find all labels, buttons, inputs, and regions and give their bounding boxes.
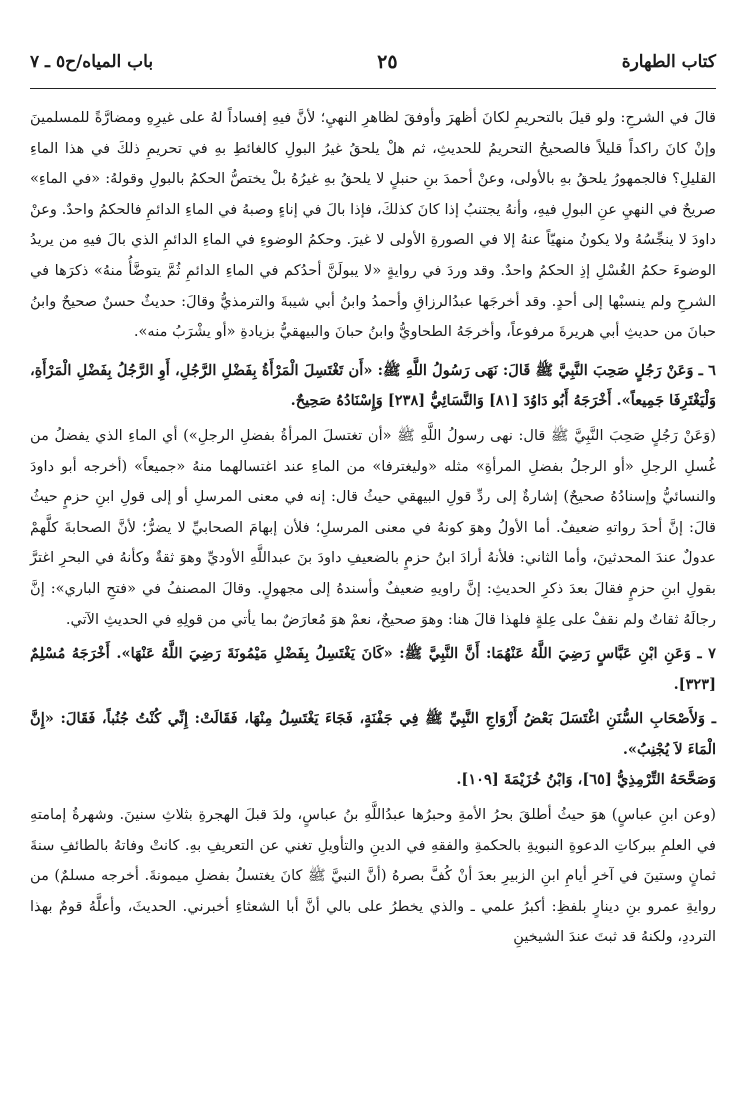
chapter-reference: باب المياه/ح٥ ـ ٧ <box>30 52 154 72</box>
hadith-7: ٧ ـ وَعَنِ ابْنِ عَبَّاسٍ رَضِيَ اللَّهُ عَنْهُمَا: أَنَّ النَّبِيَّ ﷺ: «كَانَ يَغْتَسِلُ بِفَضْلِ مَيْمُونَةَ رَضِيَ اللَّهُ عَنْهَا». أَخْرَجَهُ مُسْلِمٌ [٣٢٣]. <box>30 645 716 693</box>
hadith-7-sunan-variant: ـ وَلأَصْحَابِ السُّنَنِ اغْتَسَلَ بَعْضُ أَزْوَاجِ النَّبِيِّ ﷺ فِي جَفْنَةٍ، فَجَاءَ يَغْتَسِلُ مِنْهَا، فَقَالَتْ: إِنِّي كُنْتُ جُنُباً، فَقَالَ: «إِنَّ الْمَاءَ لاَ يُجْنِبُ». <box>30 710 716 758</box>
book-title: كتاب الطهارة <box>621 52 716 72</box>
header-divider <box>30 88 716 89</box>
running-header <box>30 0 716 84</box>
page-number: ٢٥ <box>377 51 398 73</box>
commentary-paragraph: (وَعَنْ رَجُلٍ صَحِبَ النَّبِيَّ ﷺ قال: نهى رسولُ اللَّهِ ﷺ «أن تغتسلَ المرأةُ بفضلِ الرجلِ») أي الماءِ الذي يفضلُ من غُسلِ الرجلِ «أو الرجلُ بفضلِ المرأةِ» مثله «وليغترفا» من الماءِ عند اغتسالهما منهُ «جميعاً» (أخرجه أبو داودَ والنسائيُّ وإسنادُهُ صحيحٌ) إشارةٌ إلى ردِّ قولِ البيهقي حيثُ قال: إنه في معنى المرسلِ أو إلى قولِ ابنِ حزمٍ حيثُ قالَ: إنَّ أحدَ رواتهِ ضعيفٌ. أما الأولُ وهوَ كونهُ في معنى المرسلِ؛ فلأن إبهامَ الصحابيِّ لا يضرُّ؛ لأنَّ الصحابةَ كلَّهمْ عدولٌ عندَ المحدثينَ، وأما الثاني: فلأنهُ أرادَ ابنُ حزمٍ بالضعيفِ داودَ بنَ عبداللَّهِ الأوديِّ وهوَ ثقةٌ وكأنهُ في البحرِ اغترَّ بقولِ ابنِ حزمٍ فقالَ بعدَ ذكرِ الحديثِ: إنَّ راويهِ ضعيفٌ وأسندهُ إلى مجهولٍ. وقالَ المصنفُ في «فتحِ الباري»: إنَّ رجالَهُ ثقاتٌ ولم نقفْ على عِلةٍ فلهذا قالَ هنا: وهوَ صحيحٌ، نعمْ هوَ مُعارَضٌ بما يأتي من قولِهِ في الحديثِ الآتي. <box>30 426 716 628</box>
commentary-paragraph: (وعن ابنِ عباسٍ) هوَ حيثُ أطلقَ بحرُ الأمةِ وحبرُها عبدُاللَّهِ بنُ عباسٍ، ولدَ قبلَ الهجرةِ بثلاثِ سنينَ. وشهرةُ إمامتهِ في العلمِ ببركاتِ الدعوةِ النبويةِ بالحكمةِ والفقهِ في الدينِ والتأويلِ تغني عن التعريفِ بهِ. كانتْ وفاتهُ بالطائفِ سنةَ ثمانٍ وستينَ في آخرِ أيامِ ابنِ الزبيرِ بعدَ أنْ كُفَّ بصرهُ (أنَّ النبيَّ ﷺ كانَ يغتسلُ بفضلِ ميمونةَ. أخرجه مسلمٌ) من روايةِ عمرو بنِ دينارٍ بلفظِ: أكبرُ علمي ـ والذي يخطرُ على بالي أنَّ أبا الشعثاءِ أخبرني. الحديثَ، وأعلَّهُ قومٌ بهذا الترددِ، ولكنهُ قد ثبتَ عندَ الشيخينِ <box>30 806 716 946</box>
commentary-paragraph: قالَ في الشرحِ: ولو قيلَ بالتحريمِ لكانَ أظهرَ وأوفقَ لظاهرِ النهيِ؛ لأنَّ فيهِ إفساداً لهُ على غيرِهِ ومضارَّةً للمسلمينَ وإنْ كانَ راكداً قليلاً فالصحيحُ التحريمُ للحديثِ، ثم هلْ يلحقُ غيرُ البولِ كالغائطِ بهِ في تحريمِ ذلكَ في هذا الماءِ القليلِ؟ فالجمهورُ يلحقُ بهِ بالأولى، وعنْ أحمدَ بنِ حنبلٍ لا يلحقُ بهِ غيرُهُ بلْ يختصُّ الحكمُ بالبولِ وقولهُ: «في الماءِ» صريحٌ في النهيِ عنِ البولِ فيهِ، وأنهُ يجتنبُ إذا كانَ كذلكَ، فإذا بالَ في إناءٍ وصبهُ في الماءِ الدائمِ فالحكمُ واحدٌ. وعنْ داودَ لا ينجِّسُهُ ولا يكونُ منهيّاً عنهُ إلا في الصورةِ الأولى لا غيرَ. وحكمُ الوضوءِ في الماءِ الدائمِ الذي بالَ فيهِ من يريدُ الوضوءَ حكمُ الغُسْلِ إذِ الحكمُ واحدٌ. وقد وردَ في روايةٍ «لا يبولَنَّ أحدُكم في الماءِ الدائمِ ثُمَّ يتوضَّأُ منهُ» ذكرَها في الشرحِ ولم ينسبْها إلى أحدٍ. وقد أخرجَها عبدُالرزاقِ وأحمدُ وابنُ أبي شيبةَ والترمذيُّ وقالَ: حديثٌ حسنٌ صحيحٌ وابنُ حبانَ من حديثِ أبي هريرةَ مرفوعاً، وأخرجَهُ الطحاويُّ وابنُ حبانَ والبيهقيُّ بزيادةِ «أو يشْرَبُ منه». <box>30 109 716 341</box>
hadith-7-authentication: وَصَحَّحَهُ التِّرْمِذِيُّ [٦٥]، وَابْنُ خُزَيْمَةَ [١٠٩]. <box>456 771 716 789</box>
hadith-6: ٦ ـ وَعَنْ رَجُلٍ صَحِبَ النَّبِيَّ ﷺ قَالَ: نَهَى رَسُولُ اللَّهِ ﷺ: «أَن تَغْتَسِلَ الْمَرْأَةُ بِفَضْلِ الرَّجُلِ، أَوِ الرَّجُلُ بِفَضْلِ الْمَرْأَةِ، وَلْيَغْتَرِفَا جَمِيعاً». أَخْرَجَهُ أَبُو دَاوُدَ [٨١] وَالنَّسَائِيُّ [٢٣٨] وَإِسْنَادُهُ صَحِيحٌ. <box>30 361 716 410</box>
